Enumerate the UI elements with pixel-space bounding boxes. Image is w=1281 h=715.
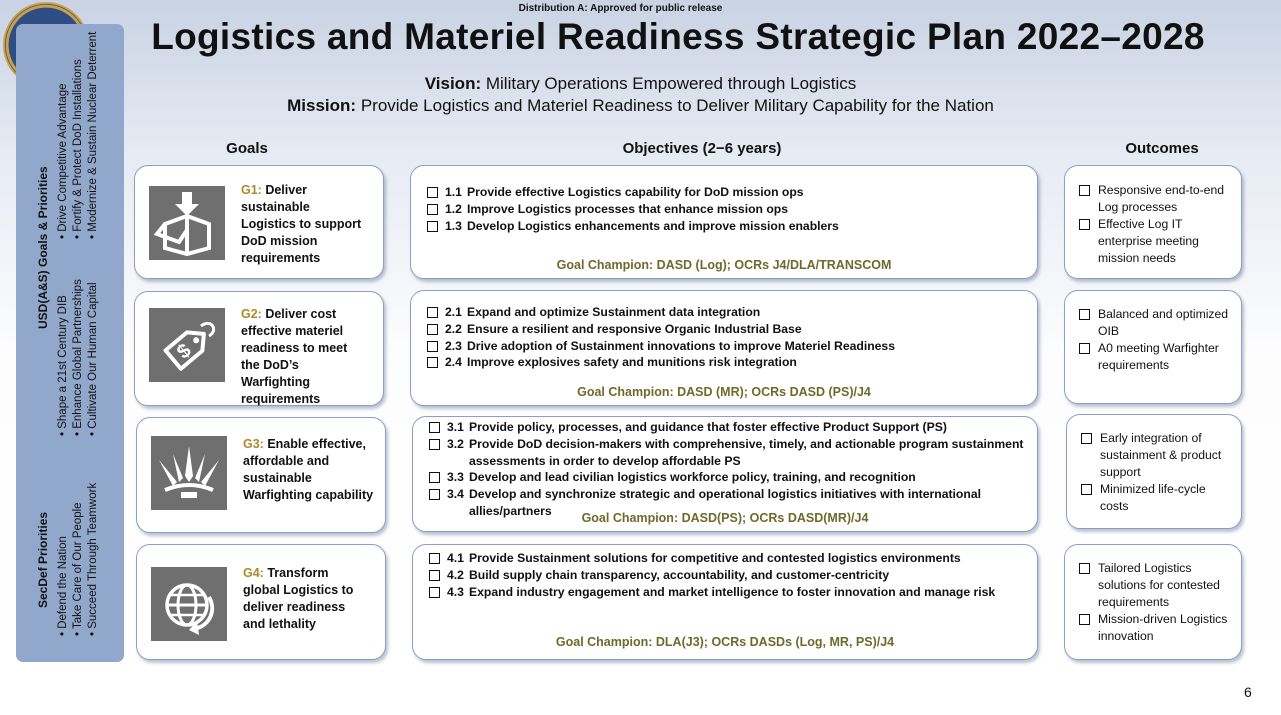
objective-item: 3.2 Provide DoD decision-makers with comprehensive, timely, and actionable program sustainment assessments in order to develop affordable PS bbox=[429, 436, 1033, 470]
objectives-list-g2 bbox=[427, 304, 1037, 371]
goal-text-g4: G4: Transform global Logistics to deliver readiness and lethality bbox=[243, 566, 354, 631]
outcomes-list-g4 bbox=[1079, 560, 1229, 645]
outcome-item: Tailored Logistics solutions for contested requirements bbox=[1079, 560, 1229, 611]
outcomes-list-g2 bbox=[1079, 306, 1229, 374]
outcomes-list-g3 bbox=[1081, 430, 1231, 515]
checkbox-icon bbox=[427, 204, 438, 215]
goal-champion-g2: Goal Champion: DASD (MR); OCRs DASD (PS)/J4 bbox=[577, 385, 871, 399]
outcomes-card-g1 bbox=[1064, 165, 1242, 279]
checkbox-icon bbox=[429, 570, 440, 581]
checkbox-icon bbox=[1079, 309, 1090, 320]
goal-champion-g1: Goal Champion: DASD (Log); OCRs J4/DLA/TRANSCOM bbox=[556, 258, 892, 272]
objective-item: 3.1 Provide policy, processes, and guidance that foster effective Product Support (PS) bbox=[429, 419, 1033, 436]
secdef-item: • Succeed Through Teamwork bbox=[87, 482, 99, 636]
goal-card-g1 bbox=[134, 165, 384, 279]
checkbox-icon bbox=[1079, 614, 1090, 625]
objectives-card-g2 bbox=[410, 290, 1038, 406]
usd-goals-heading: USD(A&S) Goals & Priorities bbox=[36, 166, 50, 329]
objective-item: 1.1 Provide effective Logistics capability for DoD mission ops bbox=[427, 184, 1037, 201]
usd-col1-item: • Cultivate Our Human Capital bbox=[87, 282, 99, 436]
checkbox-icon bbox=[427, 357, 438, 368]
objective-item: 1.2 Improve Logistics processes that enhance mission ops bbox=[427, 201, 1037, 218]
checkbox-icon bbox=[429, 489, 440, 500]
usd-col1-item: • Enhance Global Partnerships bbox=[72, 279, 84, 436]
secdef-priorities-list bbox=[56, 483, 101, 636]
outcomes-list-g1 bbox=[1079, 182, 1229, 267]
objectives-card-g4 bbox=[412, 544, 1038, 660]
outcome-item: Minimized life-cycle costs bbox=[1081, 481, 1231, 515]
checkbox-icon bbox=[1079, 563, 1090, 574]
outcomes-column-header: Outcomes bbox=[1125, 140, 1199, 157]
checkbox-icon bbox=[427, 324, 438, 335]
goal-champion-g4: Goal Champion: DLA(J3); OCRs DASDs (Log, MR, PS)/J4 bbox=[555, 635, 895, 649]
priorities-sidebar bbox=[16, 24, 124, 662]
objective-item: 4.1 Provide Sustainment solutions for competitive and contested logistics environments bbox=[429, 550, 1039, 567]
box-download-icon bbox=[149, 186, 225, 260]
checkbox-icon bbox=[1081, 484, 1092, 495]
objectives-list-g3 bbox=[429, 419, 1033, 520]
objectives-list-g4 bbox=[429, 550, 1039, 600]
outcomes-card-g2 bbox=[1064, 290, 1242, 404]
svg-text:$: $ bbox=[172, 339, 196, 364]
checkbox-icon bbox=[1079, 219, 1090, 230]
outcome-item: Balanced and optimized OIB bbox=[1079, 306, 1229, 340]
price-tag-icon bbox=[149, 308, 225, 382]
checkbox-icon bbox=[429, 472, 440, 483]
outcomes-card-g4 bbox=[1064, 544, 1242, 660]
mission-label: Mission: bbox=[287, 96, 357, 115]
checkbox-icon bbox=[429, 553, 440, 564]
outcome-item: Mission-driven Logistics innovation bbox=[1079, 611, 1229, 645]
outcome-item: Responsive end-to-end Log processes bbox=[1079, 182, 1229, 216]
usd-col1-item: • Shape a 21st Century DIB bbox=[57, 295, 69, 436]
goals-column-header: Goals bbox=[226, 140, 268, 157]
checkbox-icon bbox=[429, 422, 440, 433]
checkbox-icon bbox=[427, 307, 438, 318]
objective-item: 4.3 Expand industry engagement and market intelligence to foster innovation and manage risk bbox=[429, 584, 1039, 601]
vision-text: Military Operations Empowered through Logistics bbox=[485, 74, 857, 93]
goal-champion-g3: Goal Champion: DASD(PS); OCRs DASD(MR)/J4 bbox=[581, 511, 869, 525]
usd-priorities-col1 bbox=[56, 279, 101, 436]
outcome-item: A0 meeting Warfighter requirements bbox=[1079, 340, 1229, 374]
objectives-column-header: Objectives (2−6 years) bbox=[622, 140, 782, 157]
secdef-priorities-heading: SecDef Priorities bbox=[36, 511, 50, 608]
warfighting-icon bbox=[151, 436, 227, 510]
objectives-card-g1 bbox=[410, 165, 1038, 279]
page-title: Logistics and Materiel Readiness Strategic Plan 2022–2028 bbox=[151, 16, 1205, 57]
page-number: 6 bbox=[1244, 684, 1252, 700]
objective-item: 2.1 Expand and optimize Sustainment data integration bbox=[427, 304, 1037, 321]
goal-card-g2 bbox=[134, 291, 384, 406]
outcome-item: Early integration of sustainment & product support bbox=[1081, 430, 1231, 481]
checkbox-icon bbox=[427, 187, 438, 198]
goal-card-g3 bbox=[136, 417, 386, 533]
secdef-item: • Defend the Nation bbox=[57, 536, 69, 636]
vision-label: Vision: bbox=[424, 74, 482, 93]
objective-item: 2.4 Improve explosives safety and munitions risk integration bbox=[427, 354, 1037, 371]
mission-text: Provide Logistics and Materiel Readiness to Deliver Military Capability for the Nation bbox=[360, 96, 994, 115]
usd-col2-item: • Fortify & Protect DoD Installations bbox=[72, 59, 84, 239]
objective-item: 3.3 Develop and lead civilian logistics workforce policy, training, and recognition bbox=[429, 469, 1033, 486]
usd-col2-item: • Modernize & Sustain Nuclear Deterrent bbox=[87, 31, 99, 239]
objective-item: 2.3 Drive adoption of Sustainment innovations to improve Materiel Readiness bbox=[427, 338, 1037, 355]
mission-line bbox=[0, 96, 1281, 116]
checkbox-icon bbox=[429, 439, 440, 450]
objective-item: 3.4 Develop and synchronize strategic and operational logistics initiatives with international allies/partners bbox=[429, 486, 1033, 520]
distribution-statement: Distribution A: Approved for public release bbox=[518, 3, 723, 14]
goal-text-g1: G1: Deliver sustainable Logistics to support DoD mission requirements bbox=[241, 183, 362, 265]
usd-priorities-col2 bbox=[56, 32, 101, 239]
goal-card-g4 bbox=[136, 544, 386, 660]
objectives-card-g3 bbox=[412, 416, 1038, 532]
usd-col2-item: • Drive Competitive Advantage bbox=[57, 83, 69, 239]
goal-text-g3: G3: Enable effective, affordable and sustainable Warfighting capability bbox=[243, 437, 374, 502]
globe-arrow-icon bbox=[151, 567, 227, 641]
outcome-item: Effective Log IT enterprise meeting mission needs bbox=[1079, 216, 1229, 267]
outcomes-card-g3 bbox=[1066, 414, 1242, 529]
checkbox-icon bbox=[427, 341, 438, 352]
checkbox-icon bbox=[1081, 433, 1092, 444]
vision-line bbox=[0, 74, 1281, 94]
secdef-item: • Take Care of Our People bbox=[72, 502, 84, 636]
objective-item: 1.3 Develop Logistics enhancements and improve mission enablers bbox=[427, 218, 1037, 235]
checkbox-icon bbox=[1079, 185, 1090, 196]
goal-text-g2: G2: Deliver cost effective materiel readiness to meet the DoD’s Warfighting requirements bbox=[241, 307, 348, 406]
checkbox-icon bbox=[429, 587, 440, 598]
checkbox-icon bbox=[427, 221, 438, 232]
checkbox-icon bbox=[1079, 343, 1090, 354]
objective-item: 4.2 Build supply chain transparency, accountability, and customer-centricity bbox=[429, 567, 1039, 584]
objectives-list-g1 bbox=[427, 184, 1037, 234]
objective-item: 2.2 Ensure a resilient and responsive Organic Industrial Base bbox=[427, 321, 1037, 338]
